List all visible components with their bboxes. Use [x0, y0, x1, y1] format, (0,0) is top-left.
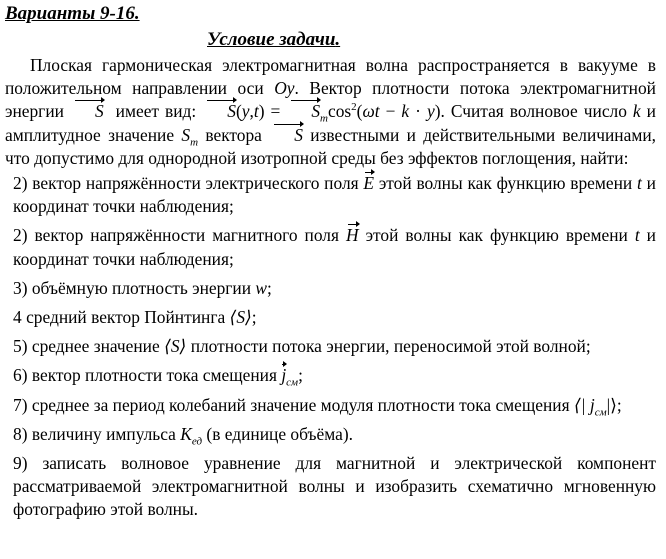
mean-flux-symbol: ⟨S⟩ [164, 336, 187, 357]
list-item: 3) объёмную плотность энергии w; [13, 277, 272, 298]
intro-text-6: вектора [205, 124, 262, 145]
axis-symbol: Oy [274, 78, 295, 99]
energy-density-symbol: w [255, 277, 268, 298]
intro-text-5: и амплитудное значение [5, 101, 656, 145]
list-item: 8) величину импульса $K_{ед}$ (в единице объёма). [13, 423, 353, 448]
condition-title: Условие задачи. [207, 29, 341, 50]
list-item: 7) среднее за период колебаний значение модуля плотности тока смещения ⟨| $j_{см}|⟩$; [13, 394, 622, 419]
displacement-current-symbol: $j_{см}$ [281, 365, 299, 389]
formula: $S(y,t) = S_m\cos^2(\omega t - k \cdot y)$ [202, 101, 440, 121]
variants-heading: Варианты 9-16. [5, 3, 140, 24]
poynting-vector-symbol-2: S [269, 124, 303, 147]
mean-displacement-current-symbol: ⟨| $j_{см}$ [573, 394, 607, 419]
magnetic-field-vector-symbol: H [346, 224, 359, 247]
list-item: 6) вектор плотности тока смещения $j_{см}$; [13, 365, 303, 389]
intro-text-4: . Считая волновое число [440, 101, 627, 122]
problem-statement [5, 54, 656, 170]
poynting-vector-symbol: S [70, 100, 104, 123]
intro-text-2: . Вектор плотности потока электромагнитной энергии [5, 78, 656, 122]
wavenumber-symbol: k [632, 101, 641, 122]
list-item: 4 средний вектор Пойнтинга ⟨S⟩; [13, 307, 257, 328]
intro-text-1: Плоская гармоническая электромагнитная волна распространяется в вакууме в положительном направлении оси [5, 55, 656, 99]
intro-text-3: имеет вид: [115, 101, 197, 122]
list-item: 9) записать волновое уравнение для магнитной и электрической компонент рассматриваемой электромагнитной волны и изобразить схематично мгновенную фотографию этой волны. [13, 453, 656, 520]
intro-text-7: известными и действительными величинами, что допустимо для однородной изотропной среды без эффектов поглощения, найти: [5, 124, 656, 168]
document-page [0, 2, 666, 559]
electric-field-vector-symbol: E [363, 172, 374, 195]
list-item: 2) вектор напряжённости электрического поля E этой волны как функцию времени t и координат точки наблюдения; [13, 173, 656, 217]
condition-title-text: Условие задачи [207, 29, 336, 50]
task-list [5, 172, 656, 522]
amplitude-symbol: $S_m$ [181, 124, 199, 149]
mean-poynting-vector-symbol: ⟨S⟩ [229, 307, 252, 328]
list-item: 2) вектор напряжённости магнитного поля H этой волны как функцию времени t и координат точки наблюдения; [13, 225, 656, 269]
momentum-symbol: $K_{ед}$ [180, 423, 203, 448]
list-item: 5) среднее значение ⟨S⟩ плотности потока энергии, переносимой этой волной; [13, 336, 591, 357]
